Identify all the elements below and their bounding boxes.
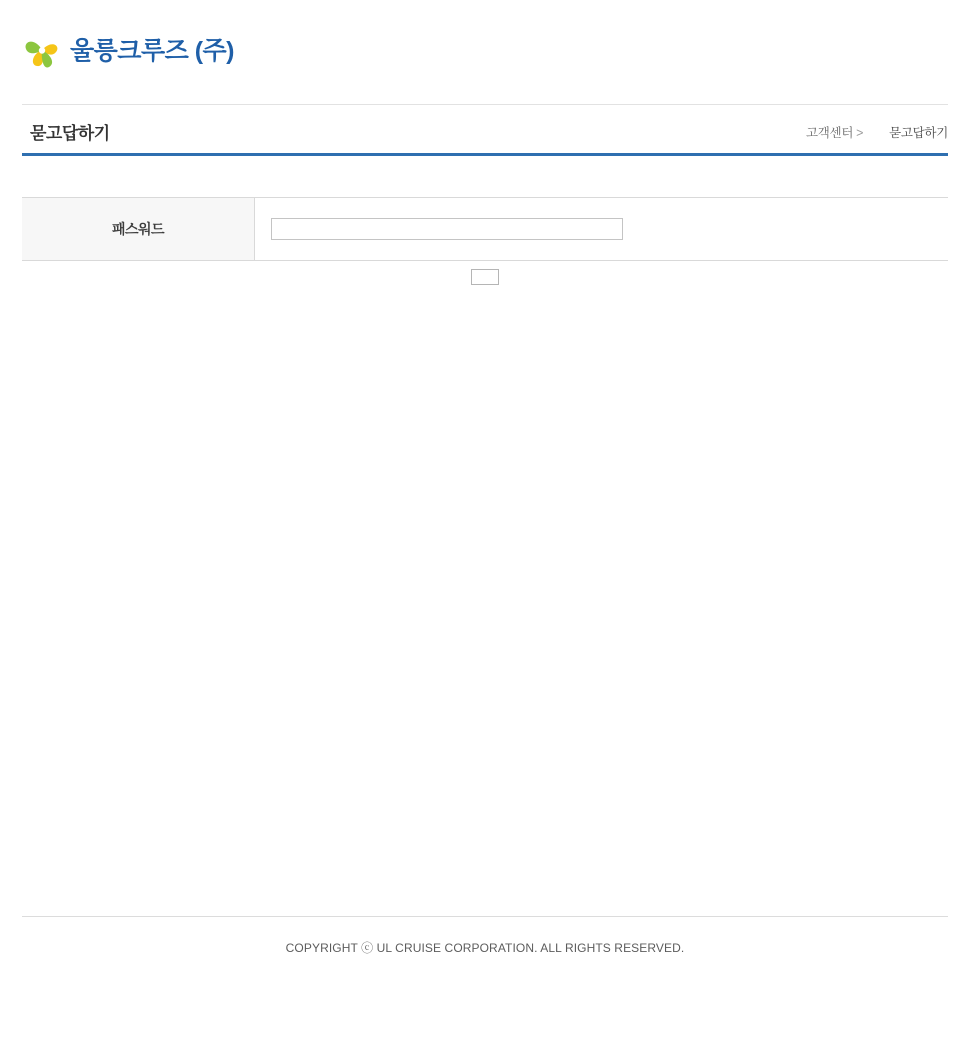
site-footer (22, 916, 948, 956)
password-input[interactable] (271, 218, 623, 240)
password-form-table (22, 197, 948, 261)
main-content (22, 197, 948, 289)
password-input-cell (255, 198, 949, 261)
button-row (22, 269, 948, 289)
sub-header-bar (22, 104, 948, 156)
table-row (22, 198, 948, 261)
copyright-text: COPYRIGHT ⓒ UL CRUISE CORPORATION. ALL RIGHTS RESERVED. (285, 941, 685, 955)
confirm-button[interactable] (471, 269, 499, 285)
logo-link[interactable] (22, 30, 234, 72)
logo-text: 울릉크루즈 (주) (70, 36, 234, 65)
page-title: 묻고답하기 (30, 124, 110, 143)
breadcrumb-home[interactable]: 고객센터 (806, 126, 854, 140)
breadcrumb-current: 묻고답하기 (889, 126, 948, 140)
site-header (0, 0, 970, 104)
flower-pinwheel-icon (22, 30, 62, 72)
breadcrumb-separator-icon: > (856, 126, 864, 140)
password-label: 패스워드 (22, 198, 255, 261)
breadcrumb (806, 123, 948, 141)
